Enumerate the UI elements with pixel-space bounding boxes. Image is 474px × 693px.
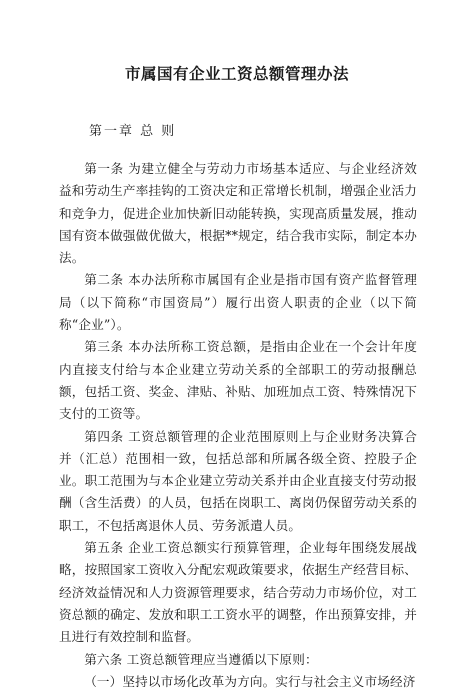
- paragraph-article-4: 第四条 工资总额管理的企业范围原则上与企业财务决算合并（汇总）范围相一致，包括总部和所属各级全资、控股子企业。职工范围为与本企业建立劳动关系并由企业直接支付劳动报酬（含生活费）的人员，包括在岗职工、离岗仍保留劳动关系的职工，不包括离退休人员、劳务派遣人员。: [59, 428, 417, 533]
- paragraph-article-1: 第一条 为建立健全与劳动力市场基本适应、与企业经济效益和劳动生产率挂钩的工资决定和正常增长机制，增强企业活力和竞争力，促进企业加快新旧动能转换，实现高质量发展，推动国有资本做强做优做大，根据**规定，结合我市实际，制定本办法。: [59, 161, 417, 266]
- chapter-heading: 第一章 总 则: [89, 124, 177, 139]
- paragraph-article-2: 第二条 本办法所称市属国有企业是指市国有资产监督管理局（以下简称“市国资局”）履行出资人职责的企业（以下简称“企业”）。: [59, 272, 417, 333]
- paragraph-article-5: 第五条 企业工资总额实行预算管理，企业每年围绕发展战略，按照国家工资收入分配宏观政策要求，依据生产经营目标、经济效益情况和人力资源管理要求，结合劳动力市场价位，对工资总额的确定、发放和职工工资水平的调整，作出预算安排，并且进行有效控制和监督。: [59, 540, 417, 645]
- paragraph-principle-1: （一）坚持以市场化改革为方向。实行与社会主义市场经济: [84, 673, 416, 689]
- document-body: [59, 158, 417, 693]
- paragraph-article-6: 第六条 工资总额管理应当遵循以下原则：: [84, 651, 318, 667]
- paragraph-article-3: 第三条 本办法所称工资总额，是指由企业在一个会计年度内直接支付给与本企业建立劳动关系的全部职工的劳动报酬总额，包括工资、奖金、津贴、补贴、加班加点工资、特殊情况下支付的工资等。: [59, 339, 417, 422]
- document-title: 市属国有企业工资总额管理办法: [124, 65, 349, 83]
